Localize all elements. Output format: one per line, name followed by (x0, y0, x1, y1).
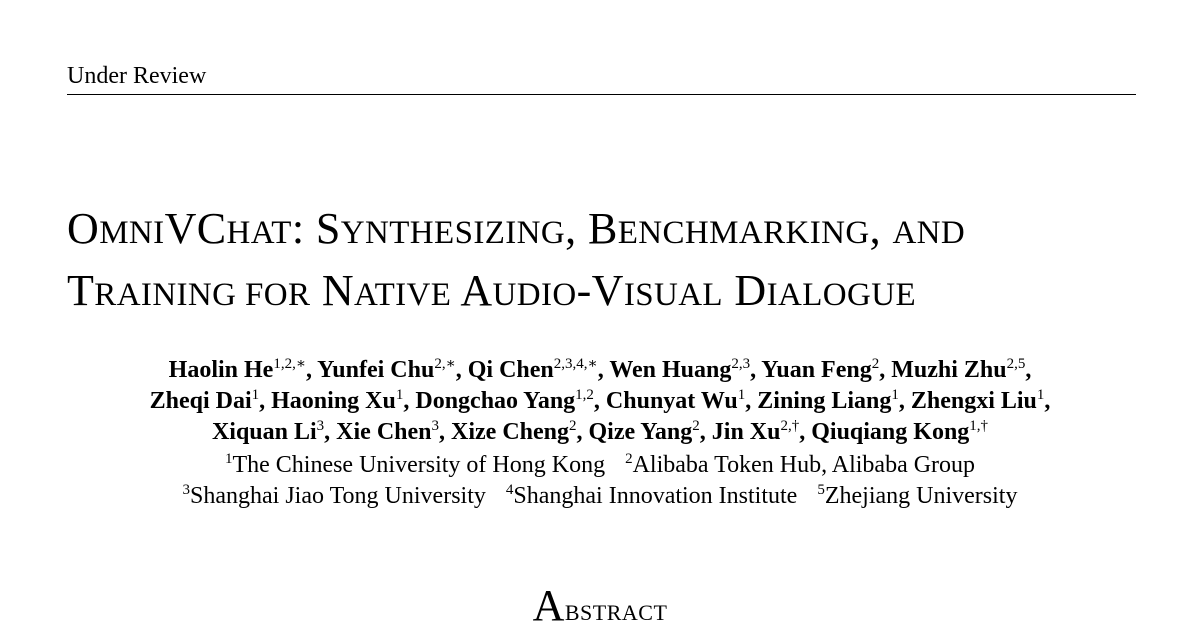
author-name: Dongchao Yang (415, 388, 576, 414)
author-row: Xiquan Li$^3$, Xie Chen$^3$, Xize Cheng$^2$, Qize Yang$^2$, Jin $Xu^{2,\dagger}$, Qiuqiang Kong$^{1,\dagger}$ (211, 418, 989, 445)
title-segment: ENCHMARKING (617, 215, 870, 251)
affiliation-number: 3 (182, 482, 191, 498)
affiliation-name: Alibaba Token Hub, Alibaba Group (632, 452, 976, 478)
author (415, 388, 594, 414)
affiliation-number: 5 (817, 482, 825, 498)
author (212, 419, 324, 445)
author-name: Qiuqiang Kong (811, 419, 970, 445)
title-segment: UDIO (492, 277, 577, 313)
affiliation-list (0, 450, 1200, 512)
author-row: Haolin $He^{1,2,∗}$, Yunfei Chu$^{2,∗}$, Qi Chen$^{2,3,4,∗}$, Wen Huang$^{2,3}$, Yuan Feng$^2$, Muzhi Zhu$^{2,5}$, (168, 356, 1032, 383)
author-name: Xize Cheng (451, 419, 569, 445)
title-line-1 (67, 200, 1147, 262)
affiliation (506, 483, 797, 509)
author-affiliation-marker: 1 (891, 387, 899, 403)
affiliation (625, 452, 975, 478)
author-affiliation-marker: 2 (871, 356, 880, 372)
title-segment: O (67, 204, 100, 253)
author-affiliation-marker: 2 (692, 418, 700, 434)
affiliation (817, 483, 1017, 509)
author (811, 419, 988, 445)
author (911, 388, 1045, 414)
author-name: Zining Liang (757, 388, 892, 414)
author (712, 419, 799, 445)
title-segment: T (67, 266, 95, 315)
author-affiliation-marker: 1,2,∗ (273, 356, 307, 372)
title-segment: AND (892, 215, 966, 251)
author-name: Wen Huang (609, 357, 732, 383)
author (606, 388, 745, 414)
author (169, 357, 306, 383)
affiliation (225, 452, 605, 478)
author-affiliation-marker: 2,3 (731, 356, 751, 372)
paper-title (67, 200, 1147, 324)
author (271, 388, 403, 414)
title-segment: VC (164, 204, 227, 253)
author-name: Muzhi Zhu (891, 357, 1007, 383)
author (761, 357, 879, 383)
affiliation-row (0, 450, 1200, 481)
title-segment: , B (565, 204, 618, 253)
author-affiliation-marker: 2 (569, 418, 577, 434)
author-list (0, 355, 1200, 448)
author-affiliation-marker: 1 (1036, 387, 1045, 403)
author-name: Jin Xu (711, 419, 781, 445)
author (589, 419, 700, 445)
author-affiliation-marker: 1,† (969, 418, 989, 434)
author (468, 357, 598, 383)
affiliation-name: Shanghai Innovation Institute (513, 483, 798, 509)
title-segment: BSTRACT (564, 600, 668, 625)
author-name: Yuan Feng (761, 357, 872, 383)
author-name: Qize Yang (588, 419, 693, 445)
author-name: Zheqi Dai (149, 388, 252, 414)
title-segment: , (869, 204, 893, 253)
author-affiliation-marker: 2,† (780, 418, 800, 434)
author-name: Haoning Xu (271, 388, 396, 414)
author (150, 388, 260, 414)
affiliation-number: 1 (224, 451, 233, 467)
author (757, 388, 899, 414)
author-affiliation-marker: 3 (316, 418, 325, 434)
title-segment: YNTHESIZING (340, 215, 566, 251)
author-name: Qi Chen (467, 357, 554, 383)
title-segment: D (723, 266, 767, 315)
author-affiliation-marker: 1 (737, 387, 746, 403)
affiliation-name: Shanghai Jiao Tong University (190, 483, 486, 509)
author-name: Haolin He (168, 357, 274, 383)
running-header: Under Review (67, 63, 207, 89)
author (336, 419, 439, 445)
affiliation-row (0, 481, 1200, 512)
author-name: Xiquan Li (211, 419, 317, 445)
title-segment: ISUAL (623, 277, 723, 313)
affiliation-number: 2 (625, 451, 633, 467)
title-segment: A (451, 266, 493, 315)
author-name: Zhengxi Liu (910, 388, 1037, 414)
title-line-2 (67, 262, 1147, 324)
affiliation-number: 4 (505, 482, 514, 498)
title-segment: : S (291, 204, 341, 253)
affiliation (183, 483, 486, 509)
author-affiliation-marker: 2,3,4,∗ (553, 356, 598, 372)
header-rule (67, 94, 1136, 95)
affiliation-name: The Chinese University of Hong Kong (232, 452, 606, 478)
title-segment: MNI (99, 215, 165, 251)
title-segment: RAINING FOR (94, 277, 311, 313)
author (451, 419, 576, 445)
author-affiliation-marker: 1,2 (575, 387, 594, 403)
title-segment: A (532, 581, 565, 630)
title-segment: ATIVE (354, 277, 452, 313)
author-affiliation-marker: 2,5 (1006, 356, 1026, 372)
author (891, 357, 1025, 383)
author-affiliation-marker: 1 (251, 387, 260, 403)
author-affiliation-marker: 3 (431, 418, 440, 434)
title-segment: -V (576, 266, 624, 315)
author-row: Zheqi Dai$^1$, Haoning Xu$^1$, Dongchao Yang$^{1,2}$, Chunyat Wu$^1$, Zining Liang$^1$, Zhengxi Liu$^1$, (149, 387, 1051, 414)
author-name: Xie Chen (336, 419, 432, 445)
abstract-heading (0, 581, 1200, 631)
author-affiliation-marker: 2,∗ (434, 356, 456, 372)
title-segment: IALOGUE (766, 277, 917, 313)
title-segment: HAT (226, 215, 292, 251)
author (317, 357, 456, 383)
affiliation-name: Zhejiang University (824, 483, 1018, 509)
author-name: Yunfei Chu (317, 357, 435, 383)
author (609, 357, 750, 383)
title-segment: N (310, 266, 355, 315)
author-affiliation-marker: 1 (395, 387, 404, 403)
author-name: Chunyat Wu (605, 388, 738, 414)
